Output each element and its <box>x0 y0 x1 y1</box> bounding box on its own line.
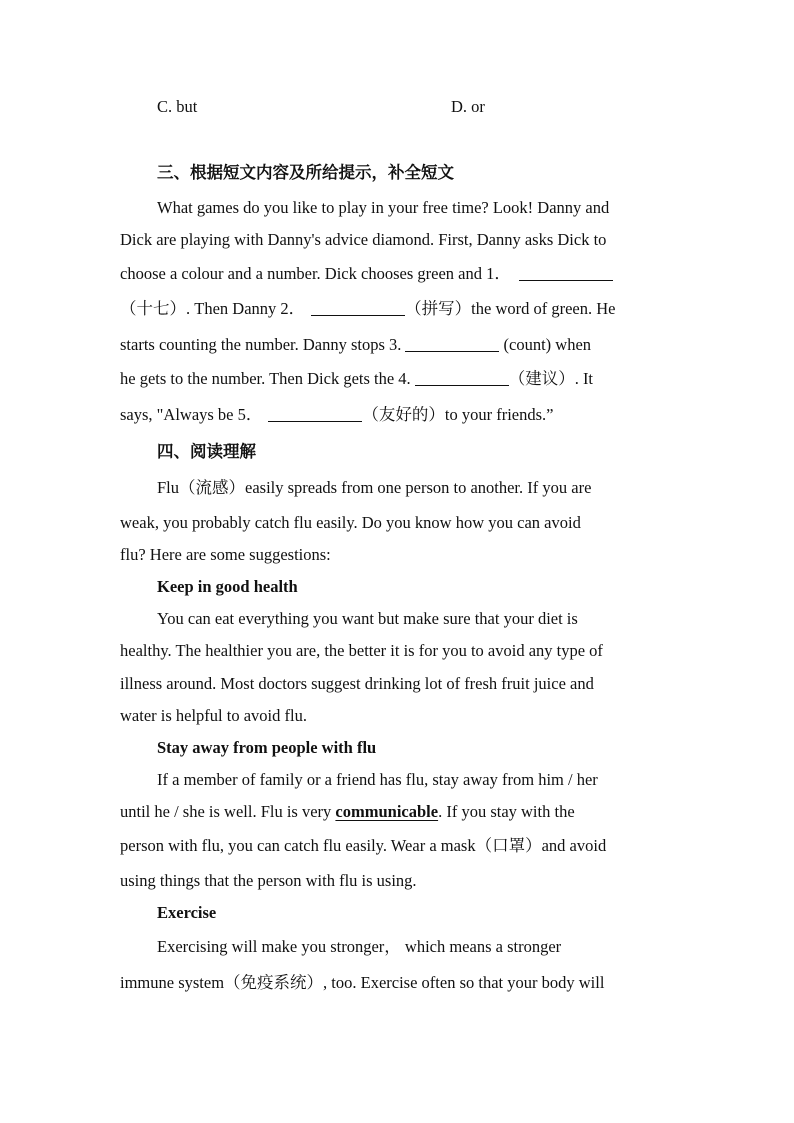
passage-line <box>120 299 615 319</box>
blank-2[interactable] <box>311 299 405 316</box>
passage-line: What games do you like to play in your free time? Look! Danny and <box>157 198 610 217</box>
passage-text: （十七）. Then Danny 2． <box>120 299 306 318</box>
underlined-word-communicable: communicable <box>335 802 439 821</box>
passage-line: If a member of family or a friend has flu, stay away from him / her <box>157 770 598 789</box>
passage-line <box>120 264 613 284</box>
passage-text: . If you stay with the <box>438 802 575 821</box>
passage-line: Exercising will make you stronger， which means a stronger <box>157 937 562 956</box>
passage-line: Flu（流感）easily spreads from one person to another. If you are <box>157 478 592 497</box>
passage-line: weak, you probably catch flu easily. Do you know how you can avoid <box>120 513 581 532</box>
passage-text: until he / she is well. Flu is very <box>120 802 336 821</box>
passage-line: You can eat everything you want but make sure that your diet is <box>157 609 578 628</box>
passage-text: says, "Always be 5． <box>120 405 263 424</box>
passage-line: illness around. Most doctors suggest drinking lot of fresh fruit juice and <box>120 674 594 693</box>
passage-line: using things that the person with flu is using. <box>120 871 417 890</box>
passage-text: (count) when <box>499 335 592 354</box>
subheading-stay-away: Stay away from people with flu <box>157 738 377 757</box>
subheading-keep-in-good-health: Keep in good health <box>157 577 298 596</box>
passage-line: immune system（免疫系统）, too. Exercise often so that your body will <box>120 973 605 992</box>
passage-text: （建议）. It <box>508 369 594 388</box>
option-c: C. but <box>157 97 198 116</box>
section-4-heading: 四、阅读理解 <box>157 442 256 461</box>
passage-text: choose a colour and a number. Dick chooses green and 1． <box>120 264 511 283</box>
passage-line: flu? Here are some suggestions: <box>120 545 331 564</box>
passage-text: starts counting the number. Danny stops 3. <box>120 335 402 354</box>
passage-text: （友好的）to your friends.” <box>362 405 554 424</box>
section-3-heading: 三、根据短文内容及所给提示，补全短文 <box>157 163 454 182</box>
passage-text: he gets to the number. Then Dick gets the 4. <box>120 369 411 388</box>
subheading-exercise: Exercise <box>157 903 217 922</box>
option-d: D. or <box>451 97 485 116</box>
passage-line: healthy. The healthier you are, the better it is for you to avoid any type of <box>120 641 603 660</box>
passage-text: （拼写）the word of green. He <box>405 299 616 318</box>
passage-line: person with flu, you can catch flu easily. Wear a mask（口罩）and avoid <box>120 836 607 855</box>
blank-3[interactable] <box>405 335 499 352</box>
passage-line: Dick are playing with Danny's advice diamond. First, Danny asks Dick to <box>120 230 607 249</box>
blank-4[interactable] <box>415 369 509 386</box>
passage-line: water is helpful to avoid flu. <box>120 706 307 725</box>
passage-line <box>120 369 593 389</box>
passage-line <box>120 405 554 425</box>
passage-line <box>120 335 591 355</box>
blank-5[interactable] <box>268 405 362 422</box>
blank-1[interactable] <box>519 264 613 281</box>
passage-line <box>120 802 575 822</box>
